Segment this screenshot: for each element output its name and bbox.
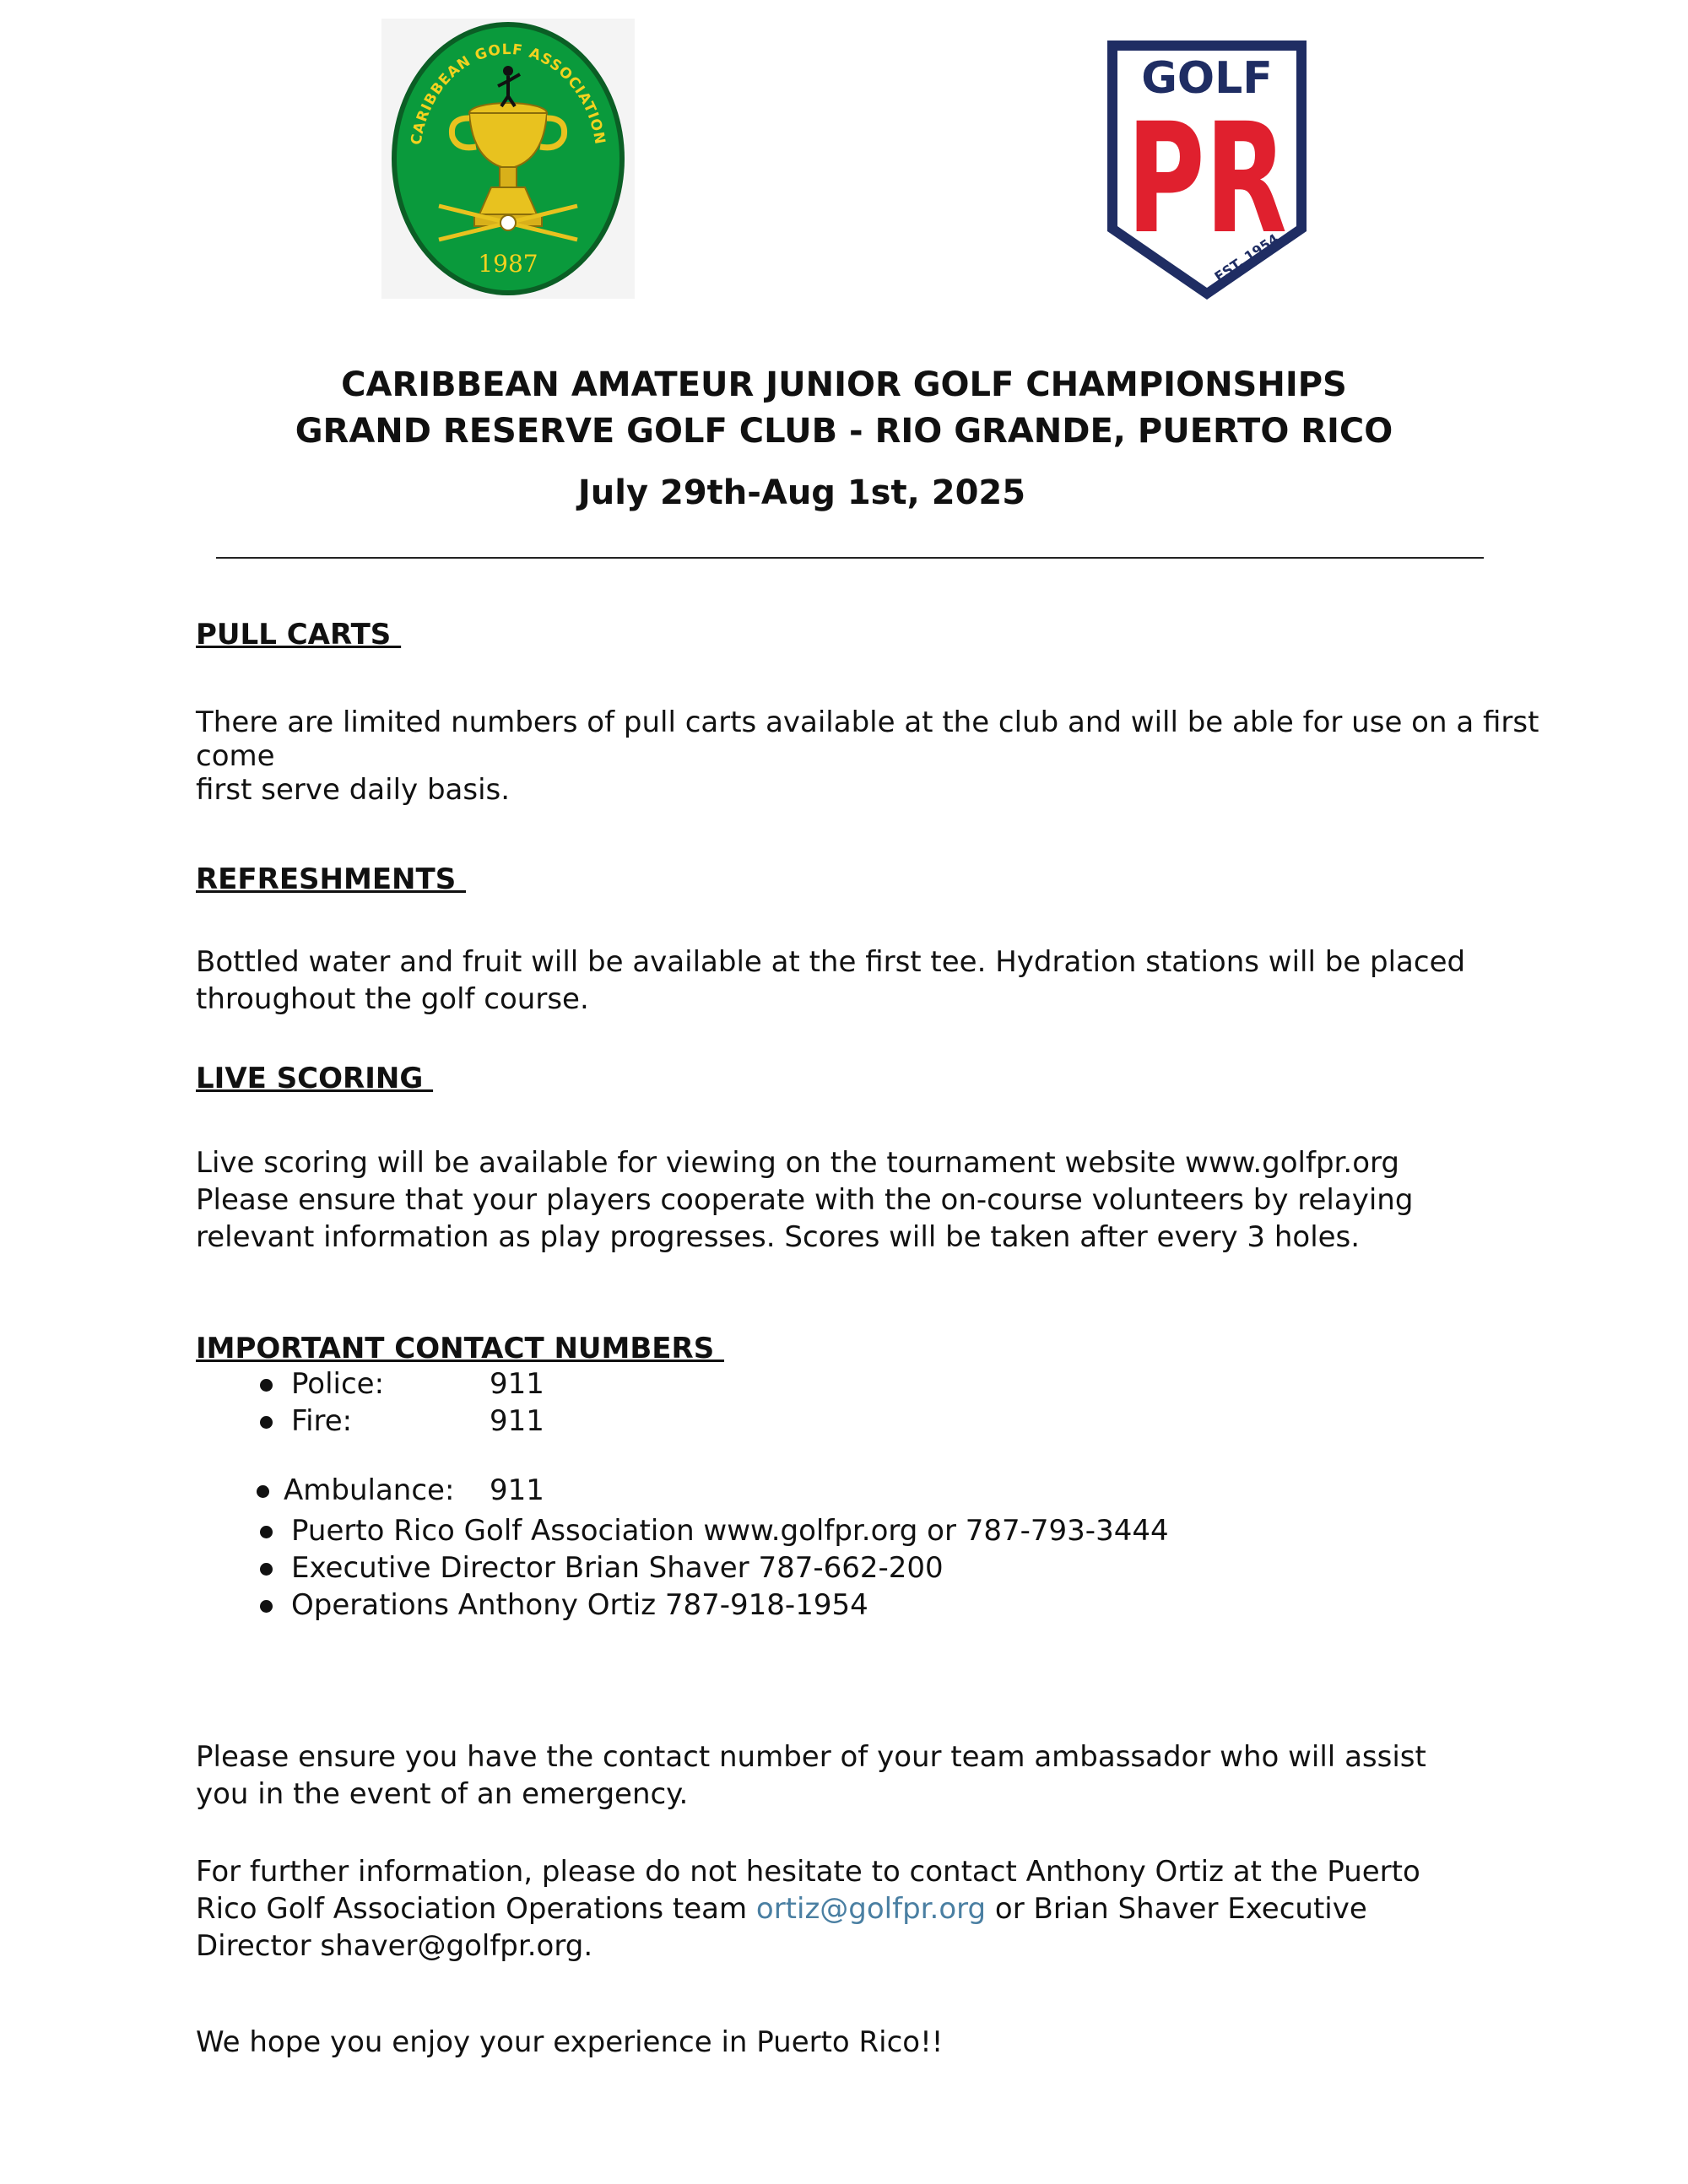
caribbean-golf-association-logo bbox=[381, 19, 635, 299]
live-scoring-heading: LIVE SCORING bbox=[196, 1062, 434, 1095]
list-item bbox=[253, 1549, 1435, 1587]
header-divider bbox=[216, 557, 1484, 559]
svg-text:EST. 1954: EST. 1954 bbox=[1211, 230, 1282, 285]
bullet-icon bbox=[260, 1379, 273, 1392]
refreshments-heading: REFRESHMENTS bbox=[196, 862, 467, 896]
list-item bbox=[253, 1403, 1435, 1440]
contact-number: 911 bbox=[490, 1404, 544, 1438]
list-item bbox=[253, 1587, 1435, 1624]
contact-label: Ambulance: bbox=[284, 1473, 455, 1507]
ambassador-note: Please ensure you have the contact number of your team ambassador who will assist you in the event of an emergency. bbox=[196, 1740, 1426, 1811]
svg-text:1987: 1987 bbox=[478, 250, 538, 278]
contact-text: Executive Director Brian Shaver 787-662-200 bbox=[291, 1551, 944, 1585]
bullet-icon bbox=[260, 1563, 273, 1576]
pull-carts-text: There are limited numbers of pull carts available at the club and will be able for use on a first come first serve daily basis. bbox=[196, 705, 1539, 807]
bullet-icon bbox=[260, 1526, 273, 1538]
svg-text:CARIBBEAN GOLF ASSOCIATION: CARIBBEAN GOLF ASSOCIATION bbox=[408, 41, 609, 147]
live-scoring-text: Live scoring will be available for viewing on the tournament website www.golfpr.org Please ensure that your players cooperate with the on-course volunteers by relaying relevant information as play progresses. Scores will be taken after every 3 holes. bbox=[196, 1146, 1414, 1254]
svg-text:PR: PR bbox=[1127, 91, 1287, 268]
refreshments-text: Bottled water and fruit will be available at the first tee. Hydration stations will be placed throughout the golf course. bbox=[196, 945, 1466, 1016]
event-dates: July 29th-Aug 1st, 2025 bbox=[577, 473, 1026, 512]
list-item bbox=[253, 1512, 1435, 1549]
further-info bbox=[196, 1853, 1546, 1965]
event-venue: GRAND RESERVE GOLF CLUB - RIO GRANDE, PUERTO RICO bbox=[295, 412, 1393, 451]
contact-label: Fire: bbox=[291, 1404, 353, 1438]
contact-number: 911 bbox=[490, 1367, 544, 1401]
bullet-icon bbox=[260, 1416, 273, 1429]
contact-text: Operations Anthony Ortiz 787-918-1954 bbox=[291, 1588, 868, 1622]
golf-pr-logo bbox=[1104, 37, 1310, 303]
contact-number: 911 bbox=[490, 1473, 544, 1507]
list-item bbox=[253, 1365, 1435, 1403]
farewell-text: We hope you enjoy your experience in Puerto Rico!! bbox=[196, 2025, 944, 2059]
further-info-text: For further information, please do not hesitate to contact Anthony Ortiz at the Puerto Rico Golf Association Operations team bbox=[196, 1855, 1420, 1926]
pull-carts-heading: PULL CARTS bbox=[196, 618, 402, 651]
bullet-icon bbox=[260, 1600, 273, 1613]
event-title: CARIBBEAN AMATEUR JUNIOR GOLF CHAMPIONSHIPS bbox=[341, 365, 1347, 404]
list-item bbox=[253, 1472, 1435, 1509]
contact-label: Police: bbox=[291, 1367, 385, 1401]
ortiz-email-link[interactable]: ortiz@golfpr.org bbox=[755, 1892, 987, 1926]
contact-text: Puerto Rico Golf Association www.golfpr.org or 787-793-3444 bbox=[291, 1514, 1169, 1548]
contact-list bbox=[253, 1365, 1435, 1624]
contacts-heading: IMPORTANT CONTACT NUMBERS bbox=[196, 1332, 725, 1365]
svg-text:GOLF: GOLF bbox=[1141, 53, 1273, 104]
bullet-icon bbox=[257, 1485, 269, 1498]
further-info-text-end: or Brian Shaver Executive Director shaver@golfpr.org. bbox=[196, 1892, 1367, 1963]
